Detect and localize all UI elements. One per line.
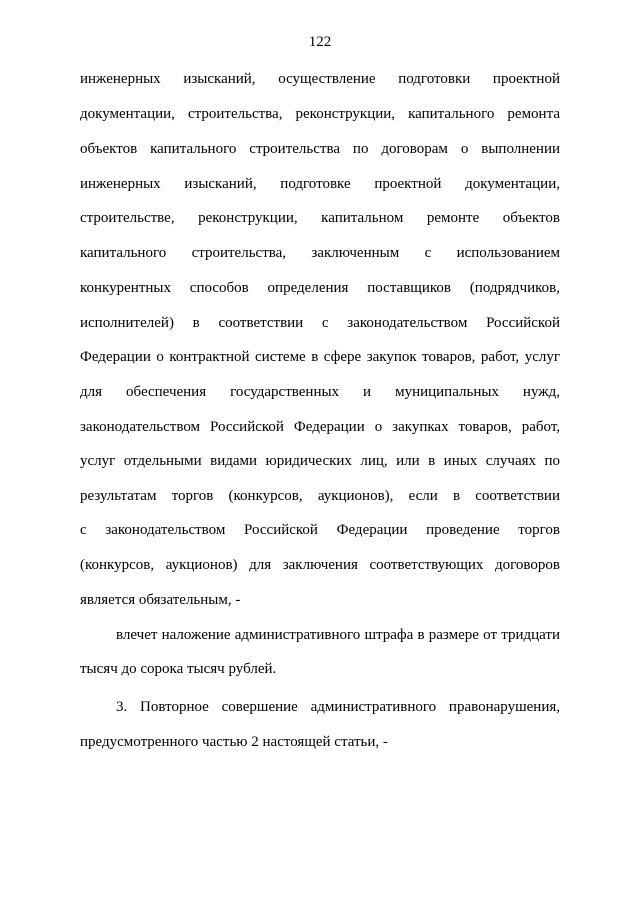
paragraph-first-line: 3. Повторное совершение административного правонарушения, <box>116 699 560 715</box>
text-line: для обеспечения государственных и муниципальных нужд, <box>80 384 560 400</box>
text-line: объектов капитального строительства по договорам о выполнении <box>80 141 560 157</box>
text-line: с законодательством Российской Федерации проведение торгов <box>80 522 560 538</box>
text-line: предусмотренного частью 2 настоящей статьи, - <box>80 734 388 750</box>
text-line: инженерных изысканий, подготовке проектной документации, <box>80 176 560 192</box>
text-line: (конкурсов, аукционов) для заключения соответствующих договоров <box>80 557 560 573</box>
text-line: услуг отдельными видами юридических лиц, или в иных случаях по <box>80 453 560 469</box>
text-line: строительстве, реконструкции, капитальном ремонте объектов <box>80 210 560 226</box>
text-line: тысяч до сорока тысяч рублей. <box>80 661 277 677</box>
text-line: капитального строительства, заключенным с использованием <box>80 245 560 261</box>
text-line: законодательством Российской Федерации о закупках товаров, работ, <box>80 419 560 435</box>
text-line: документации, строительства, реконструкции, капитального ремонта <box>80 106 560 122</box>
page-number: 122 <box>308 34 332 50</box>
text-line: результатам торгов (конкурсов, аукционов), если в соответствии <box>80 488 560 504</box>
text-line: инженерных изысканий, осуществление подготовки проектной <box>80 71 560 87</box>
paragraph-first-line: влечет наложение административного штрафа в размере от тридцати <box>116 627 560 643</box>
text-line: исполнителей) в соответствии с законодательством Российской <box>80 315 560 331</box>
text-line: является обязательным, - <box>80 592 241 608</box>
text-line: Федерации о контрактной системе в сфере закупок товаров, работ, услуг <box>80 349 560 365</box>
text-line: конкурентных способов определения поставщиков (подрядчиков, <box>80 280 560 296</box>
